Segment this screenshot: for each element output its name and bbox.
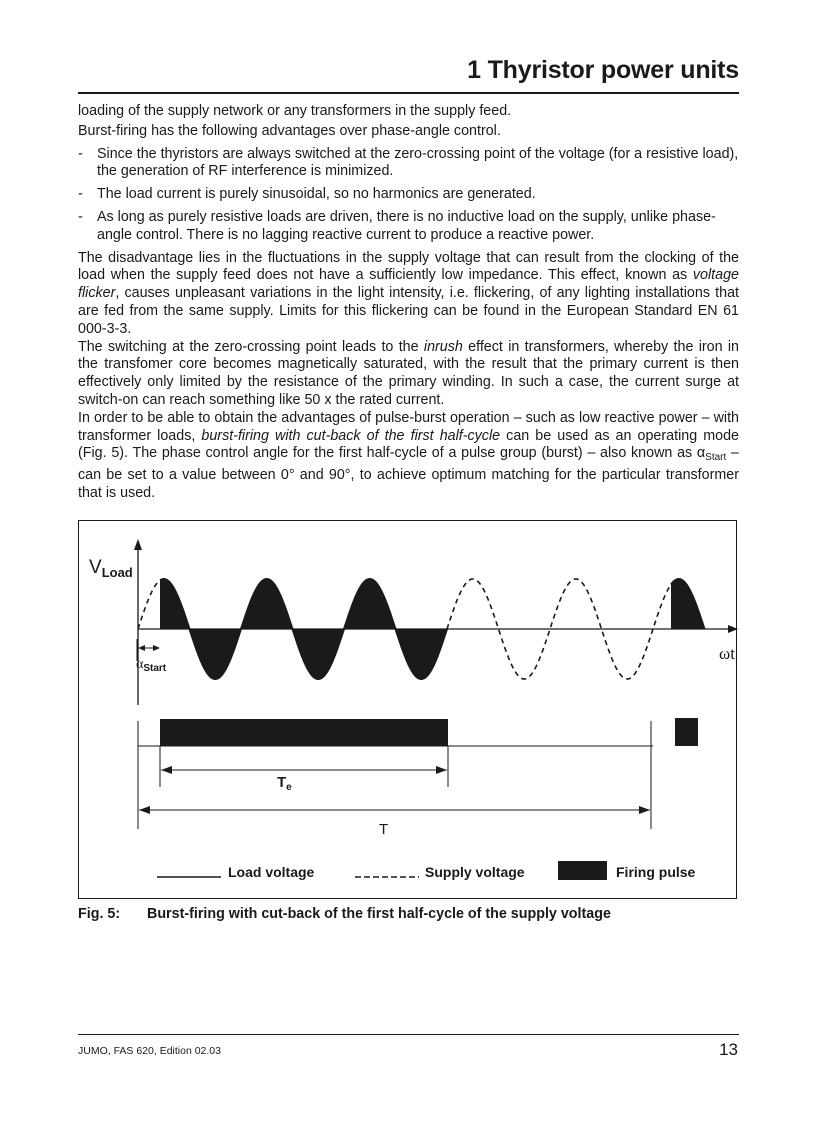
bullet-text: The load current is purely sinusoidal, so no harmonics are generated. bbox=[97, 186, 536, 203]
legend-load-label: Load voltage bbox=[228, 864, 315, 880]
firing-pulse-next bbox=[675, 718, 698, 746]
t-arrow-left bbox=[139, 806, 150, 814]
burst-firing-diagram bbox=[79, 521, 738, 900]
bullet-text: Since the thyristors are always switched at the zero-crossing point of the voltage (for a resistive load), the generation of RF interference is minimized. bbox=[97, 145, 739, 180]
footer-rule bbox=[78, 1034, 739, 1035]
page-header-title: 1 Thyristor power units bbox=[467, 56, 739, 84]
legend-firing-label: Firing pulse bbox=[616, 864, 696, 880]
emphasis: burst-firing with cut-back of the first half-cycle bbox=[201, 427, 501, 444]
bullet-dash: - bbox=[78, 186, 83, 203]
alpha-start-arrow-left bbox=[138, 645, 145, 651]
y-axis-arrowhead bbox=[134, 539, 142, 550]
body-text bbox=[78, 103, 739, 503]
firing-shading-lobe bbox=[160, 579, 190, 629]
page-number: 13 bbox=[719, 1040, 738, 1059]
paragraph: Burst-firing has the following advantages over phase-angle control. bbox=[78, 122, 501, 139]
te-label: $T_e$ bbox=[277, 774, 292, 793]
firing-pulse-bar bbox=[160, 719, 448, 746]
emphasis: voltage flicker bbox=[78, 267, 739, 302]
bullet-dash: - bbox=[78, 145, 83, 162]
legend-firing-swatch bbox=[558, 861, 607, 880]
list-item bbox=[78, 186, 739, 204]
legend-supply-label: Supply voltage bbox=[425, 864, 525, 880]
list-item bbox=[78, 146, 739, 182]
x-axis-arrowhead bbox=[728, 625, 738, 633]
paragraph: loading of the supply network or any transformers in the supply feed. bbox=[78, 103, 512, 119]
te-arrow-right bbox=[436, 766, 447, 774]
alpha-start-label: $\alpha_{Start}$ bbox=[136, 657, 167, 674]
emphasis: inrush bbox=[423, 338, 463, 355]
list-item bbox=[78, 209, 739, 245]
te-arrow-left bbox=[161, 766, 172, 774]
header-rule bbox=[78, 92, 739, 94]
y-axis-label: $V_{Load}$ bbox=[89, 557, 133, 580]
figure-burst-firing bbox=[78, 520, 737, 899]
t-arrow-right bbox=[639, 806, 650, 814]
t-label: T bbox=[379, 821, 389, 838]
paragraph: The disadvantage lies in the fluctuations in the supply voltage that can result from the clocking of the load when the supply feed does not have a sufficiently low impedance. This effect, known as voltage flicker, causes unpleasant variations in the light intensity, i.e. flickering, of any lighting installations that are fed from the same supply. Limits for this flickering can be found in the European Standard EN 61 000-3-3. bbox=[78, 249, 739, 337]
footer-edition: JUMO, FAS 620, Edition 02.03 bbox=[78, 1045, 221, 1057]
figure-number: Fig. 5: bbox=[78, 906, 121, 922]
paragraph: In order to be able to obtain the advantages of pulse-burst operation – such as low reactive power – with transformer loads, burst-firing with cut-back of the first half-cycle can be used as an operating mode (Fig. 5). The phase control angle for the first half-cycle of a pulse group (burst) – also known as $\alpha_{Start}$ – can be set to a value between 0° and 90°, to achieve optimum matching for the particular transformer that is used. bbox=[78, 409, 739, 501]
bullet-text: As long as purely resistive loads are driven, there is no inductive load on the supply, unlike phase-angle control. There is no lagging reactive current to produce a reactive power. bbox=[97, 208, 716, 243]
x-axis-label: ωt bbox=[719, 644, 735, 663]
bullet-dash: - bbox=[78, 208, 83, 225]
caption-text: Burst-firing with cut-back of the first half-cycle of the supply voltage bbox=[147, 906, 611, 922]
alpha-symbol: α bbox=[696, 445, 706, 462]
paragraph: The switching at the zero-crossing point leads to the inrush effect in transformers, whereby the iron in the transfomer core becomes magnetically saturated, with the result that the primary current is then effectively only limited by the resistance of the primary winding. In such a case, the current surge at switch-on can reach something like 50 x the rated current. bbox=[78, 338, 739, 408]
alpha-start-arrow-right bbox=[153, 645, 160, 651]
figure-caption bbox=[78, 906, 611, 922]
